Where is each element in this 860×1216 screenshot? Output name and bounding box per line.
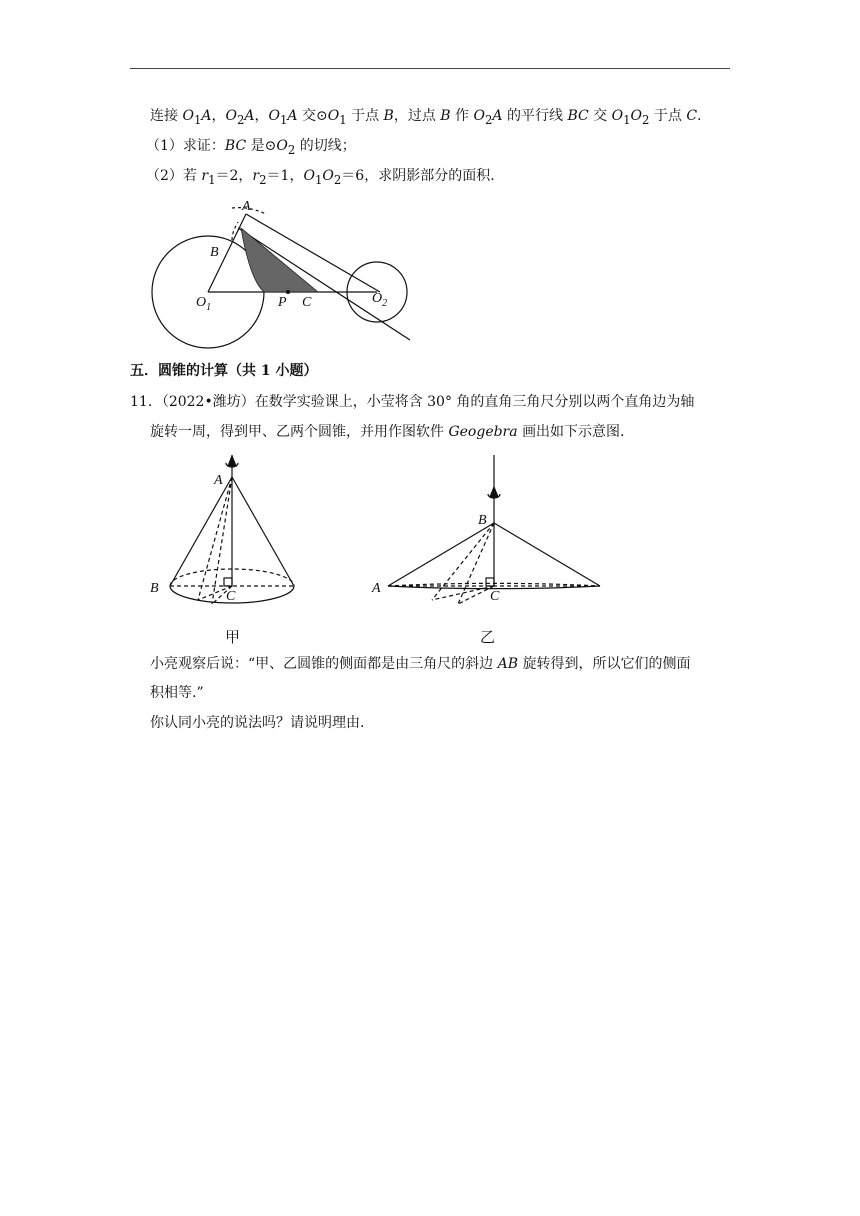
problem10-part2: （2）若 $r_1=2$，$r_2=1$，$O_1O_2=6$，求阴影部分的面积. [146,168,495,187]
cone-yi-label-left: A [372,581,381,596]
cone-jia-label-left: B [150,581,159,596]
right-angle-mark [486,578,494,586]
problem11-line3: 小亮观察后说：“甲、乙圆锥的侧面都是由三角尺的斜边 AB 旋转得到，所以它们的侧面 [150,656,691,672]
problem11-question: 你认同小亮的说法吗？请说明理由. [150,715,365,731]
problem11-line1: 11．（2022•潍坊）在数学实验课上，小莹将含 30° 角的直角三角尺分别以两个直角边为轴 [130,394,695,410]
label-o1: $O_1$ [196,295,212,313]
label-c: C [302,295,312,310]
cone-jia-label-center: C [226,589,236,604]
label-a: A [242,199,251,214]
cone-yi-right-edge [494,523,600,586]
label-p: P [278,295,287,310]
section-title: 五．圆锥的计算（共 1 小题） [130,363,318,379]
cone-yi-label-center: C [490,589,500,604]
problem10-statement-line: 连接 $O_1A$，$O_2A$，$O_1A$ 交$⊙O_1$ 于点 B，过点 B 作 $O_2A$ 的平行线 BC 交 $O_1O_2$ 于点 C. [150,108,702,127]
cone-yi-label-apex: B [478,513,487,528]
cone-yi-left-edge [388,523,494,586]
cone-yi-hidden-edge-2 [458,523,494,604]
caption-yi: 乙 [480,628,496,646]
problem11-line4: 积相等.” [150,685,204,701]
cone-jia-label-apex: A [214,473,223,488]
label-o2: $O_2$ [372,291,388,309]
caption-jia: 甲 [225,628,241,646]
label-b: B [210,245,219,260]
problem10-part1: （1）求证：BC 是$⊙O_2$ 的切线； [146,138,356,157]
arrow-icon [490,487,498,497]
problem11-line2: 旋转一周，得到甲、乙两个圆锥，并用作图软件 Geogebra 画出如下示意图. [150,424,625,440]
